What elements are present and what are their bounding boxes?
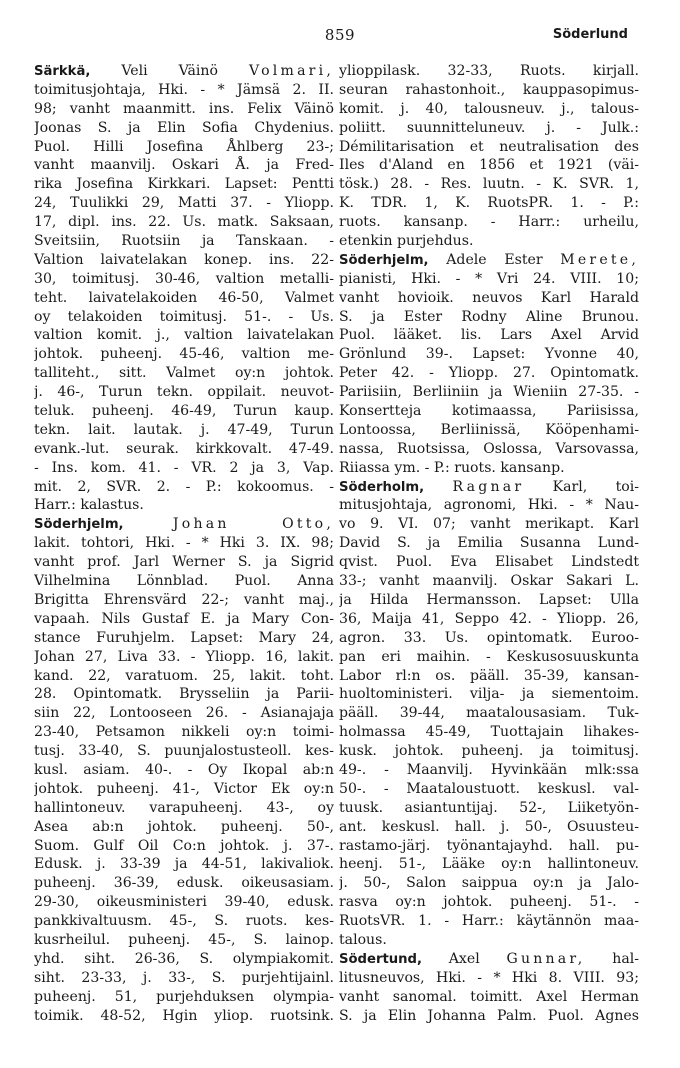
entry-calling-name: Volmari, xyxy=(249,63,334,79)
text-line: seuran rahastonhoit., kauppasopimus- xyxy=(339,81,639,98)
text-line: vanht prof. Jarl Werner S. ja Sigrid xyxy=(34,554,334,571)
text-line: teht. laivatelakoiden 46-50, Valmet xyxy=(34,289,334,306)
text-line: S. ja Ester Rodny Aline Brunou. xyxy=(339,308,639,325)
text-line: kand. 22, varatuom. 25, lakit. toht. xyxy=(34,667,334,684)
text-line: S. ja Elin Johanna Palm. Puol. Agnes xyxy=(339,1007,639,1024)
text-line: vo 9. VI. 07; vanht merikapt. Karl xyxy=(339,516,639,533)
text-line: holmassa 45-49, Tuottajain lihakes- xyxy=(339,724,639,741)
entry-calling-name: Johan Otto, xyxy=(172,516,334,533)
entry-headline-rest: Karl, toi- xyxy=(524,478,639,495)
page-number: 859 xyxy=(324,26,356,44)
entry-surname: Söderhjelm, xyxy=(34,517,124,533)
entry-calling-name: Gunnar, xyxy=(506,950,586,967)
entry-given-names xyxy=(424,479,452,495)
entry-headline xyxy=(34,515,334,534)
text-line: tekn. lait. lautak. j. 47-49, Turun xyxy=(34,421,334,438)
entry-headline xyxy=(34,62,334,81)
text-line: rastamo-järj. työnantajayhd. hall. pu- xyxy=(339,837,639,854)
text-line: 49-. - Maanvilj. Hyvinkään mlk:ssa xyxy=(339,761,639,778)
text-line: talliteht., sitt. Valmet oy:n johtok. xyxy=(34,365,334,382)
text-line: 23-40, Petsamon nikkeli oy:n toimi- xyxy=(34,724,334,741)
text-line: Démilitarisation et neutralisation des xyxy=(339,138,639,155)
text-line: Lontoossa, Berliinissä, Kööpenhami- xyxy=(339,421,639,438)
text-line: lakit. tohtori, Hki. - * Hki 3. IX. 98; xyxy=(34,535,334,552)
entry-calling-name: Merete, xyxy=(560,251,639,268)
entry-surname: Söderholm, xyxy=(339,479,425,495)
text-line: pan eri maihin. - Keskusosuuskunta xyxy=(339,648,639,665)
right-column xyxy=(339,62,639,1025)
text-line: siht. 23-33, j. 33-, S. purjehtijainl. xyxy=(34,969,334,986)
text-line: rasva oy:n johtok. puheenj. 51-. - xyxy=(339,894,639,911)
text-line: Suom. Gulf Oil Co:n johtok. j. 37-. xyxy=(34,837,334,854)
text-line: oy telakoiden toimitusj. 51-. - Us. xyxy=(34,308,334,325)
entry-headline-rest: hal- xyxy=(585,950,639,967)
text-line: 24, Tuulikki 29, Matti 37. - Yliopp. xyxy=(34,195,334,212)
entry-headline xyxy=(339,478,639,497)
entry-calling-name: Ragnar xyxy=(452,478,525,495)
text-line: puheenj. 51, purjehduksen olympia- xyxy=(34,988,334,1005)
text-line: Konsertteja kotimaassa, Pariisissa, xyxy=(339,403,639,420)
text-line: kusl. asiam. 40-. - Oy Ikopal ab:n xyxy=(34,761,334,778)
text-line: Puol. lääket. lis. Lars Axel Arvid xyxy=(339,327,639,344)
entry-surname: Södertund, xyxy=(339,951,422,967)
text-line: 36, Maija 41, Seppo 42. - Yliopp. 26, xyxy=(339,610,639,627)
text-line: Labor rl:n os. pääll. 35-39, kansan- xyxy=(339,667,639,684)
entry-given-names: Adele Ester xyxy=(428,251,561,268)
text-line: pääll. 39-44, maatalousasiam. Tuk- xyxy=(339,705,639,722)
text-line: K. TDR. 1, K. RuotsPR. 1. - P.: xyxy=(339,195,639,212)
entry-given-names: Axel xyxy=(421,950,507,967)
left-column xyxy=(34,62,334,1025)
text-line: huoltoministeri. vilja- ja siementoim. xyxy=(339,686,639,703)
text-line: 30, toimitusj. 30-46, valtion metalli- xyxy=(34,270,334,287)
text-line: toimitusjohtaja, Hki. - * Jämsä 2. II. xyxy=(34,81,334,98)
text-line: mitusjohtaja, agronomi, Hki. - * Nau- xyxy=(339,497,639,514)
text-line: ant. keskusl. hall. j. 50-, Osuusteu- xyxy=(339,818,639,835)
text-line: johtok. puheenj. 45-46, valtion me- xyxy=(34,346,334,363)
text-line: Puol. Hilli Josefina Åhlberg 23-; xyxy=(34,138,334,155)
entry-headline xyxy=(339,251,639,270)
text-line: pankkivaltuusm. 45-, S. ruots. kes- xyxy=(34,913,334,930)
text-line: Peter 42. - Yliopp. 27. Opintomatk. xyxy=(339,365,639,382)
text-line: 17, dipl. ins. 22. Us. matk. Saksaan, xyxy=(34,214,334,231)
text-line: kusk. johtok. puheenj. ja toimitusj. xyxy=(339,743,639,760)
text-line: qvist. Puol. Eva Elisabet Lindstedt xyxy=(339,554,639,571)
text-line: ylioppilask. 32-33, Ruots. kirjall. xyxy=(339,63,639,79)
text-line: agron. 33. Us. opintomatk. Euroo- xyxy=(339,629,639,646)
text-line: Grönlund 39-. Lapset: Yvonne 40, xyxy=(339,346,639,363)
text-line: puheenj. 36-39, edusk. oikeusasiam. xyxy=(34,875,334,892)
text-line: vanht hovioik. neuvos Karl Harald xyxy=(339,289,639,306)
text-line: j. 46-, Turun tekn. oppilait. neuvot- xyxy=(34,384,334,401)
text-line: teluk. puheenj. 46-49, Turun kaup. xyxy=(34,403,334,420)
text-line: siin 22, Lontooseen 26. - Asianajaja xyxy=(34,705,334,722)
text-line: Sveitsiin, Ruotsiin ja Tanskaan. - xyxy=(34,233,334,250)
text-line: talous. xyxy=(339,931,387,948)
text-line: David S. ja Emilia Susanna Lund- xyxy=(339,535,639,552)
text-line: RuotsVR. 1. - Harr.: käytännön maa- xyxy=(339,913,639,930)
text-line: Valtion laivatelakan konep. ins. 22- xyxy=(34,251,334,268)
text-line: Joonas S. ja Elin Sofia Chydenius. xyxy=(34,119,334,136)
text-line: tösk.) 28. - Res. luutn. - K. SVR. 1, xyxy=(339,176,639,193)
text-line: mit. 2, SVR. 2. - P.: kokoomus. - xyxy=(34,478,334,495)
text-line: komit. j. 40, talousneuv. j., talous- xyxy=(339,100,639,117)
text-line: 98; vanht maanmitt. ins. Felix Väinö xyxy=(34,100,334,117)
text-line: Edusk. j. 33-39 ja 44-51, lakivaliok. xyxy=(34,856,334,873)
entry-given-names: Veli Väinö xyxy=(90,63,250,79)
text-line: nassa, Ruotsissa, Oslossa, Varsovassa, xyxy=(339,440,639,457)
text-line: 29-30, oikeusministeri 39-40, edusk. xyxy=(34,894,334,911)
text-line: tusj. 33-40, S. puunjalostusteoll. kes- xyxy=(34,743,334,760)
text-line: Brigitta Ehrensvärd 22-; vanht maj., xyxy=(34,591,334,608)
text-line: Vilhelmina Lönnblad. Puol. Anna xyxy=(34,573,334,590)
text-line: j. 50-, Salon saippua oy:n ja Jalo- xyxy=(339,875,639,892)
text-line: johtok. puheenj. 41-, Victor Ek oy:n xyxy=(34,780,334,797)
text-line: kusrheilul. puheenj. 45-, S. lainop. xyxy=(34,931,334,948)
text-line: Iles d'Aland en 1856 et 1921 (väi- xyxy=(339,157,639,174)
entry-given-names xyxy=(124,516,173,532)
text-line: yhd. siht. 26-36, S. olympiakomit. xyxy=(34,950,334,967)
text-line: ja Hilda Hermansson. Lapset: Ulla xyxy=(339,591,639,608)
text-line: Riiassa ym. - P.: ruots. kansanp. xyxy=(339,459,565,476)
text-line: 50-. - Maataloustuott. keskusl. val- xyxy=(339,780,639,797)
entry-headline xyxy=(339,950,639,969)
entry-surname: Söderhjelm, xyxy=(339,252,429,268)
text-line: Asea ab:n johtok. puheenj. 50-, xyxy=(34,818,334,835)
text-line: litusneuvos, Hki. - * Hki 8. VIII. 93; xyxy=(339,969,639,986)
text-line: poliitt. suunnitteluneuv. j. - Julk.: xyxy=(339,119,639,136)
text-line: valtion komit. j., valtion laivatelakan xyxy=(34,327,334,344)
text-line: vapaah. Nils Gustaf E. ja Mary Con- xyxy=(34,610,334,627)
text-line: Pariisiin, Berliiniin ja Wieniin 27-35. - xyxy=(339,384,639,401)
entry-surname: Särkkä, xyxy=(34,64,91,79)
text-line: hallintoneuv. varapuheenj. 43-, oy xyxy=(34,799,334,816)
text-line: vanht maanvilj. Oskari Å. ja Fred- xyxy=(34,157,334,174)
text-line: Harr.: kalastus. xyxy=(34,497,144,514)
text-line: etenkin purjehdus. xyxy=(339,233,474,250)
text-line: - Ins. kom. 41. - VR. 2 ja 3, Vap. xyxy=(34,459,334,476)
text-line: heenj. 51-, Lääke oy:n hallintoneuv. xyxy=(339,856,639,873)
text-line: Johan 27, Liva 33. - Yliopp. 16, lakit. xyxy=(34,648,334,665)
text-line: evank.-lut. seurak. kirkkovalt. 47-49. xyxy=(34,440,334,457)
text-line: rika Josefina Kirkkari. Lapset: Pentti xyxy=(34,176,334,193)
text-line: stance Furuhjelm. Lapset: Mary 24, xyxy=(34,629,334,646)
running-head: Söderlund xyxy=(552,27,628,42)
text-line: pianisti, Hki. - * Vri 24. VIII. 10; xyxy=(339,270,639,287)
text-line: 28. Opintomatk. Brysseliin ja Parii- xyxy=(34,686,334,703)
text-line: vanht sanomal. toimitt. Axel Herman xyxy=(339,988,639,1005)
text-line: 33-; vanht maanvilj. Oskar Sakari L. xyxy=(339,573,639,590)
text-line: ruots. kansanp. - Harr.: urheilu, xyxy=(339,214,639,231)
text-line: tuusk. asiantuntijaj. 52-, Liiketyön- xyxy=(339,799,639,816)
text-line: toimik. 48-52, Hgin yliop. ruotsink. xyxy=(34,1007,334,1024)
